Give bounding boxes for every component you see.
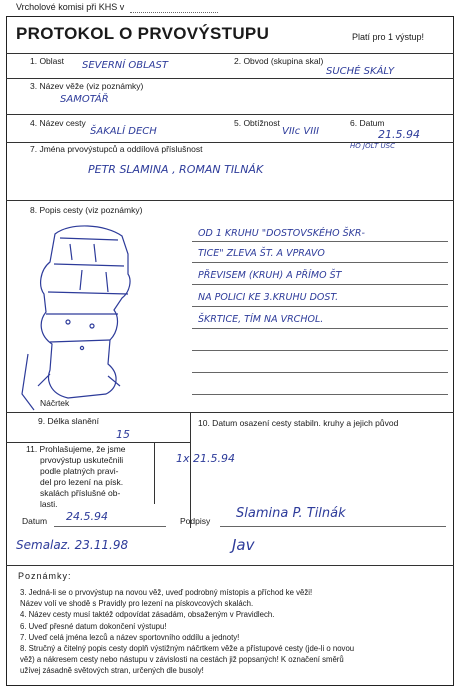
- route-name-value[interactable]: ŠAKALÍ DECH: [90, 126, 157, 137]
- signature-2: Semalaz. 23.11.98: [16, 538, 129, 552]
- club-note: HO JOLT USC: [350, 142, 395, 150]
- note-item: užívej zásadně světových stran, určených dle busoly!: [20, 666, 204, 676]
- sign-date-label: Datum: [22, 516, 48, 526]
- rappel-label: 9. Délka slanění: [38, 416, 99, 426]
- description-label: 8. Popis cesty (viz poznámky): [30, 205, 143, 215]
- declaration-text: [26, 444, 126, 510]
- note-item: 4. Název cesty musí taktéž odpovídat zásadám, obsaženým v Pravidlech.: [20, 610, 275, 620]
- declaration-line-4: del pro lezení na písk.: [40, 477, 124, 487]
- notes-heading: Poznámky:: [18, 571, 72, 581]
- rule-7: [192, 372, 448, 373]
- rappel-value[interactable]: 15: [116, 428, 130, 441]
- form-title: PROTOKOL O PRVOVÝSTUPU: [16, 24, 270, 43]
- sign-date-value[interactable]: 24.5.94: [66, 510, 108, 523]
- row3-line: [6, 114, 454, 115]
- region-label: 1. Oblast: [30, 56, 65, 66]
- row1-line: [6, 78, 454, 79]
- description-line-5[interactable]: ŠKRTICE, TÍM NA VRCHOL.: [198, 314, 324, 325]
- rule-4: [192, 306, 448, 307]
- declaration-divider: [154, 442, 155, 504]
- note-item: 3. Jedná-li se o prvovýstup na novou věž, uveď podrobný místopis a příchod ke věži!: [20, 588, 313, 597]
- district-value[interactable]: SUCHÉ SKÁLY: [326, 66, 395, 77]
- row8-line: [6, 412, 454, 413]
- note-item: 8. Stručný a čitelný popis cesty doplň výstižným náčrtkem věže a přístupové cesty (jde-li o novou: [20, 644, 355, 654]
- committee-label: Vrcholové komisi při KHS v: [16, 2, 125, 12]
- difficulty-value[interactable]: VIIc VIII: [282, 126, 320, 137]
- row9-line: [6, 442, 190, 443]
- date-label-6: 6. Datum: [350, 118, 385, 128]
- declaration-line-6: lasti.: [40, 499, 58, 509]
- climbers-value[interactable]: PETR SLAMINA , ROMAN TILNÁK: [88, 163, 264, 176]
- note-item: 6. Uveď přesné datum dokončení výstupu!: [20, 621, 167, 631]
- date-value-6[interactable]: 21.5.94: [378, 128, 420, 141]
- description-line-3[interactable]: PŘEVISEM (KRUH) A PŘÍMO ŠT: [198, 270, 342, 281]
- rule-3: [192, 284, 448, 285]
- declaration-line-2: prvovýstup uskutečnili: [40, 455, 124, 465]
- rule-1: [192, 241, 448, 242]
- tower-value[interactable]: SAMOTÁŘ: [60, 94, 109, 105]
- notes-separator: [6, 565, 454, 566]
- title-separator: [6, 53, 454, 54]
- difficulty-label: 5. Obtížnost: [234, 118, 280, 128]
- rule-8: [192, 394, 448, 395]
- declaration-line-3: podle platných pravi-: [40, 466, 119, 476]
- sketch-label: Náčrtek: [40, 398, 70, 408]
- note-item: 7. Uveď celá jména lezců a název sportovního oddílu a jednoty!: [20, 632, 240, 642]
- notes-list: [20, 587, 354, 677]
- row4-line: [6, 142, 454, 143]
- rule-2: [192, 262, 448, 263]
- signature-1: Slamina P. Tilnák: [236, 506, 346, 521]
- signatures-label: Podpisy: [180, 516, 211, 526]
- rule-6: [192, 350, 448, 351]
- declaration-line-5: skalách příslušné ob-: [40, 488, 121, 498]
- signature-line: [220, 526, 446, 527]
- valid-note: Platí pro 1 výstup!: [352, 32, 425, 42]
- row7-line: [6, 200, 454, 201]
- row9-divider: [190, 412, 191, 528]
- committee-fill-line: [130, 12, 218, 13]
- tower-label: 3. Název věže (viz poznámky): [30, 81, 144, 91]
- description-line-1[interactable]: OD 1 KRUHU "DOSTOVSKÉHO ŠKR-: [198, 228, 365, 239]
- note-item: věž) a nákresem cesty nebo nástupu v závislosti na cestách již popsaných! K označení směrů: [20, 655, 344, 665]
- declaration-line-1: 11. Prohlašujeme, že jsme: [26, 444, 126, 454]
- description-line-2[interactable]: TICE" ZLEVA ŠT. A VPRAVO: [198, 248, 325, 259]
- signature-3: Jav: [232, 536, 255, 554]
- rings-value[interactable]: 1x 21.5.94: [176, 452, 235, 465]
- description-line-4[interactable]: NA POLICI KE 3.KRUHU DOST.: [198, 292, 339, 303]
- rule-5: [192, 328, 448, 329]
- district-label: 2. Obvod (skupina skal): [234, 56, 324, 66]
- tower-sketch: [10, 214, 190, 414]
- note-item: Název volí ve shodě s Pravidly pro lezení na pískovcových skalách.: [20, 599, 254, 609]
- climbers-label: 7. Jména prvovýstupců a oddílová příslušnost: [30, 144, 203, 154]
- region-value[interactable]: SEVERNÍ OBLAST: [82, 60, 168, 71]
- date-line: [54, 526, 166, 527]
- route-name-label: 4. Název cesty: [30, 118, 86, 128]
- rings-label: 10. Datum osazení cesty stabiln. kruhy a jejich původ: [198, 418, 399, 428]
